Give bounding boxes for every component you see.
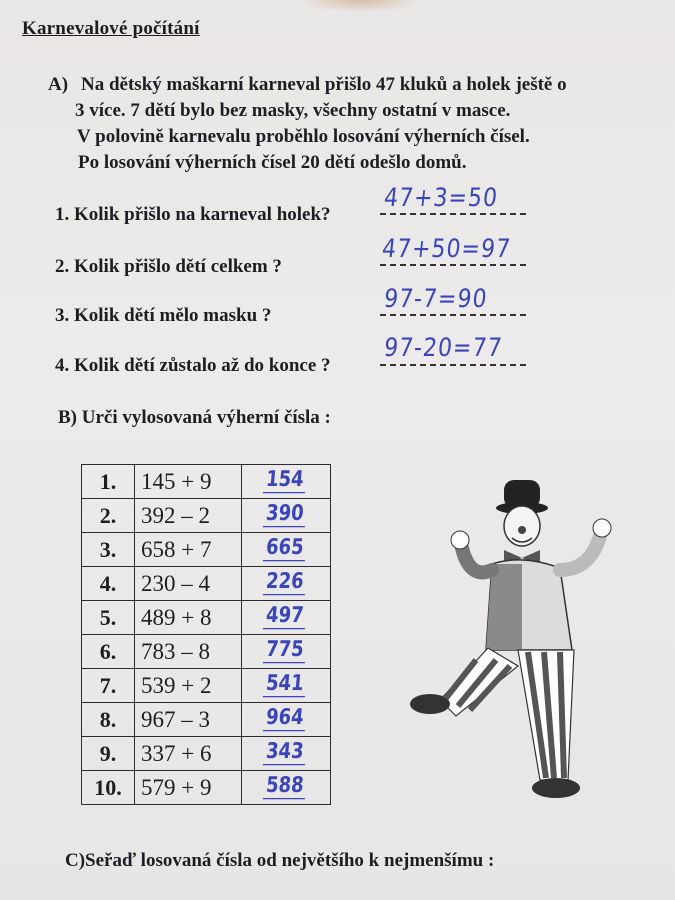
row-expression: 230 – 4 <box>135 567 242 601</box>
section-a-line-3: V polovině karnevalu proběhlo losování výherních čísel. <box>77 126 530 147</box>
row-answer: 665 <box>263 535 307 561</box>
answer-3: 97-7=90 <box>382 285 489 314</box>
row-expression: 539 + 2 <box>135 669 242 703</box>
row-expression: 579 + 9 <box>135 771 242 805</box>
row-answer: 390 <box>263 501 307 527</box>
row-number: 6. <box>82 635 135 669</box>
paper-shadow <box>300 0 420 12</box>
calculation-table <box>81 464 331 805</box>
table-row <box>82 635 331 669</box>
row-expression: 489 + 8 <box>135 601 242 635</box>
question-4: 4. Kolik dětí zůstalo až do konce ? <box>55 355 331 376</box>
row-answer: 964 <box>263 705 307 731</box>
row-number: 8. <box>82 703 135 737</box>
row-answer: 154 <box>263 467 307 493</box>
row-answer-cell <box>242 771 331 805</box>
row-answer: 226 <box>263 569 307 595</box>
row-answer-cell <box>242 567 331 601</box>
row-number: 1. <box>82 465 135 499</box>
row-number: 9. <box>82 737 135 771</box>
section-a-label: A) <box>48 74 69 95</box>
question-3: 3. Kolik dětí mělo masku ? <box>55 305 272 326</box>
row-expression: 392 – 2 <box>135 499 242 533</box>
section-a-line-1: Na dětský maškarní karneval přišlo 47 kluků a holek ještě o <box>81 74 567 95</box>
row-answer-cell <box>242 465 331 499</box>
row-number: 3. <box>82 533 135 567</box>
table-row <box>82 703 331 737</box>
answer-line-4 <box>380 364 526 366</box>
page-title: Karnevalové počítání <box>22 18 200 39</box>
clown-illustration <box>400 470 640 810</box>
section-c-heading: C)Seřaď losovaná čísla od největšího k nejmenšímu : <box>65 850 495 871</box>
row-expression: 783 – 8 <box>135 635 242 669</box>
row-answer-cell <box>242 635 331 669</box>
section-b-heading: B) Urči vylosovaná výherní čísla : <box>58 407 331 428</box>
row-expression: 967 – 3 <box>135 703 242 737</box>
row-number: 2. <box>82 499 135 533</box>
table-row <box>82 771 331 805</box>
table-row <box>82 533 331 567</box>
table-row <box>82 601 331 635</box>
question-1: 1. Kolik přišlo na karneval holek? <box>55 204 331 225</box>
answer-1: 47+3=50 <box>382 184 500 213</box>
row-expression: 658 + 7 <box>135 533 242 567</box>
section-a-line-2: 3 více. 7 dětí bylo bez masky, všechny ostatní v masce. <box>75 100 511 121</box>
row-answer: 541 <box>263 671 307 697</box>
row-answer: 775 <box>263 637 307 663</box>
table-row <box>82 499 331 533</box>
table-row <box>82 669 331 703</box>
row-number: 4. <box>82 567 135 601</box>
row-answer-cell <box>242 601 331 635</box>
section-a-line-4: Po losování výherních čísel 20 dětí odešlo domů. <box>78 152 467 173</box>
answer-line-1 <box>380 213 526 215</box>
table-row <box>82 567 331 601</box>
row-answer: 497 <box>263 603 307 629</box>
row-answer-cell <box>242 669 331 703</box>
row-number: 7. <box>82 669 135 703</box>
row-expression: 145 + 9 <box>135 465 242 499</box>
row-answer-cell <box>242 533 331 567</box>
answer-2: 47+50=97 <box>380 235 513 264</box>
row-expression: 337 + 6 <box>135 737 242 771</box>
answer-4: 97-20=77 <box>382 334 504 363</box>
row-answer: 588 <box>263 773 307 799</box>
question-2: 2. Kolik přišlo dětí celkem ? <box>55 256 282 277</box>
row-answer: 343 <box>263 739 307 765</box>
answer-line-2 <box>380 264 526 266</box>
answer-line-3 <box>380 314 526 316</box>
row-answer-cell <box>242 499 331 533</box>
row-number: 5. <box>82 601 135 635</box>
row-answer-cell <box>242 703 331 737</box>
row-answer-cell <box>242 737 331 771</box>
table-row <box>82 737 331 771</box>
row-number: 10. <box>82 771 135 805</box>
table-row <box>82 465 331 499</box>
